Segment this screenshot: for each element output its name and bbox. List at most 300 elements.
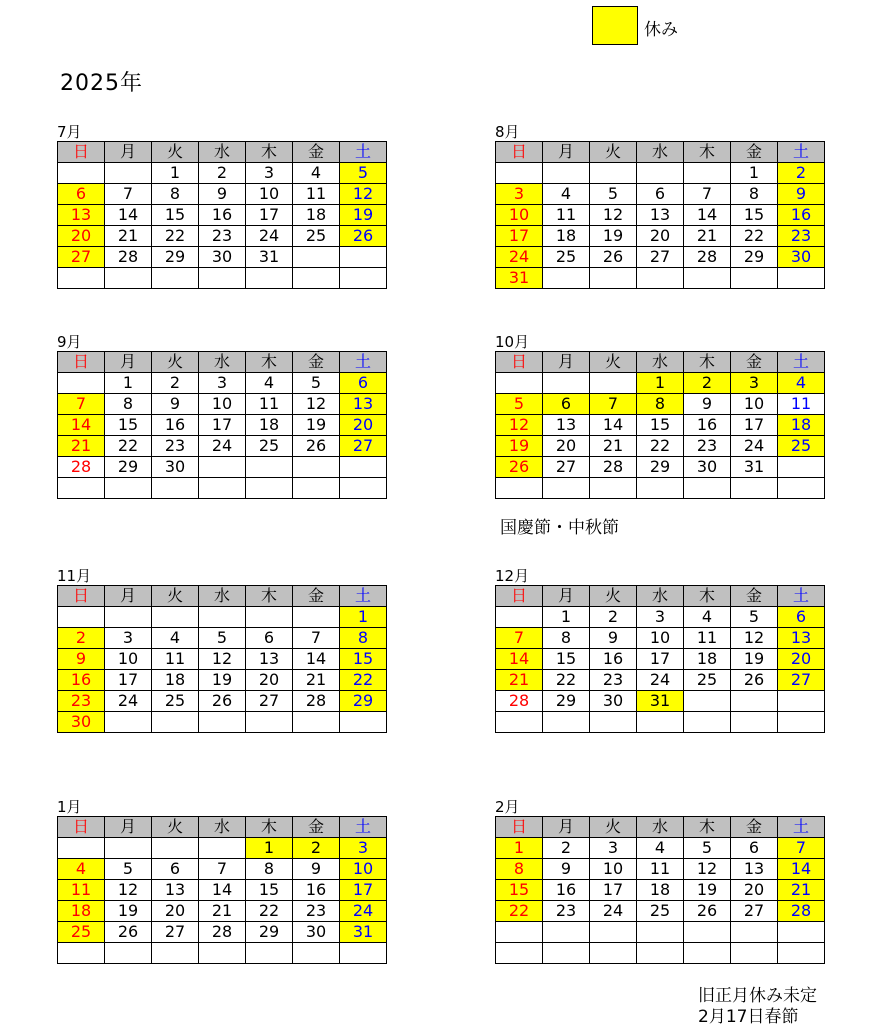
day-cell: 16 <box>543 880 590 901</box>
empty-cell <box>152 712 199 733</box>
day-cell: 6 <box>731 838 778 859</box>
day-cell: 22 <box>637 436 684 457</box>
empty-cell <box>199 457 246 478</box>
empty-cell <box>590 163 637 184</box>
weekday-header-cell: 水 <box>637 586 684 607</box>
weekday-header-cell: 日 <box>496 817 543 838</box>
day-cell: 21 <box>293 670 340 691</box>
day-cell: 3 <box>731 373 778 394</box>
empty-cell <box>105 943 152 964</box>
legend-label: 休み <box>644 20 678 40</box>
day-cell: 13 <box>637 205 684 226</box>
empty-cell <box>246 478 293 499</box>
day-cell: 19 <box>496 436 543 457</box>
week-row <box>58 922 387 943</box>
weekday-header-cell: 金 <box>731 817 778 838</box>
week-row <box>58 457 387 478</box>
day-cell: 24 <box>496 247 543 268</box>
weekday-header-cell: 火 <box>590 586 637 607</box>
empty-cell <box>778 712 825 733</box>
month-table <box>495 351 825 499</box>
week-row <box>58 394 387 415</box>
day-cell: 11 <box>152 649 199 670</box>
day-cell: 10 <box>246 184 293 205</box>
day-cell: 17 <box>731 415 778 436</box>
weekday-header-cell: 日 <box>58 817 105 838</box>
month-table <box>495 816 825 964</box>
day-cell: 18 <box>293 205 340 226</box>
week-row <box>496 922 825 943</box>
day-cell: 27 <box>246 691 293 712</box>
day-cell: 6 <box>246 628 293 649</box>
empty-cell <box>340 943 387 964</box>
weekday-header-cell: 土 <box>778 142 825 163</box>
day-cell: 15 <box>543 649 590 670</box>
week-row <box>496 457 825 478</box>
day-cell: 15 <box>496 880 543 901</box>
empty-cell <box>731 478 778 499</box>
weekday-header-cell: 火 <box>590 817 637 838</box>
day-cell: 17 <box>590 880 637 901</box>
day-cell: 24 <box>590 901 637 922</box>
day-cell: 15 <box>152 205 199 226</box>
month-calendar <box>495 124 825 289</box>
weekday-header-row <box>496 142 825 163</box>
legend-holiday-swatch <box>592 6 638 45</box>
day-cell: 17 <box>340 880 387 901</box>
day-cell: 20 <box>637 226 684 247</box>
day-cell: 4 <box>543 184 590 205</box>
day-cell: 3 <box>340 838 387 859</box>
day-cell: 9 <box>58 649 105 670</box>
day-cell: 5 <box>496 394 543 415</box>
day-cell: 4 <box>246 373 293 394</box>
weekday-header-row <box>58 586 387 607</box>
day-cell: 6 <box>152 859 199 880</box>
day-cell: 13 <box>152 880 199 901</box>
day-cell: 19 <box>199 670 246 691</box>
day-cell: 12 <box>590 205 637 226</box>
empty-cell <box>543 922 590 943</box>
day-cell: 27 <box>637 247 684 268</box>
empty-cell <box>152 268 199 289</box>
day-cell: 10 <box>340 859 387 880</box>
day-cell: 29 <box>731 247 778 268</box>
day-cell: 8 <box>731 184 778 205</box>
empty-cell <box>637 943 684 964</box>
day-cell: 23 <box>293 901 340 922</box>
day-cell: 4 <box>637 838 684 859</box>
day-cell: 4 <box>293 163 340 184</box>
empty-cell <box>731 268 778 289</box>
day-cell: 23 <box>778 226 825 247</box>
day-cell: 29 <box>105 457 152 478</box>
day-cell: 26 <box>731 670 778 691</box>
day-cell: 26 <box>590 247 637 268</box>
empty-cell <box>778 922 825 943</box>
empty-cell <box>731 922 778 943</box>
day-cell: 27 <box>58 247 105 268</box>
month-label: 10月 <box>495 333 530 351</box>
day-cell: 23 <box>684 436 731 457</box>
day-cell: 16 <box>58 670 105 691</box>
empty-cell <box>58 478 105 499</box>
weekday-header-cell: 土 <box>340 586 387 607</box>
day-cell: 9 <box>293 859 340 880</box>
day-cell: 26 <box>684 901 731 922</box>
empty-cell <box>590 712 637 733</box>
day-cell: 28 <box>199 922 246 943</box>
week-row <box>496 670 825 691</box>
week-row <box>496 415 825 436</box>
weekday-header-cell: 金 <box>731 352 778 373</box>
week-row <box>496 226 825 247</box>
day-cell: 10 <box>590 859 637 880</box>
day-cell: 9 <box>543 859 590 880</box>
empty-cell <box>684 712 731 733</box>
day-cell: 22 <box>496 901 543 922</box>
weekday-header-row <box>496 817 825 838</box>
day-cell: 10 <box>105 649 152 670</box>
day-cell: 28 <box>590 457 637 478</box>
week-row <box>496 205 825 226</box>
empty-cell <box>684 922 731 943</box>
day-cell: 11 <box>293 184 340 205</box>
day-cell: 22 <box>731 226 778 247</box>
week-row <box>58 628 387 649</box>
empty-cell <box>199 607 246 628</box>
empty-cell <box>293 247 340 268</box>
day-cell: 17 <box>637 649 684 670</box>
week-row <box>58 943 387 964</box>
empty-cell <box>684 478 731 499</box>
weekday-header-cell: 日 <box>58 142 105 163</box>
week-row <box>496 247 825 268</box>
day-cell: 10 <box>496 205 543 226</box>
empty-cell <box>199 478 246 499</box>
day-cell: 19 <box>590 226 637 247</box>
week-row <box>58 691 387 712</box>
month-table <box>495 141 825 289</box>
empty-cell <box>496 163 543 184</box>
weekday-header-cell: 水 <box>199 352 246 373</box>
empty-cell <box>105 163 152 184</box>
day-cell: 14 <box>293 649 340 670</box>
empty-cell <box>340 478 387 499</box>
day-cell: 4 <box>684 607 731 628</box>
week-row <box>496 712 825 733</box>
empty-cell <box>496 712 543 733</box>
day-cell: 28 <box>105 247 152 268</box>
day-cell: 9 <box>152 394 199 415</box>
empty-cell <box>105 478 152 499</box>
day-cell: 11 <box>543 205 590 226</box>
weekday-header-cell: 木 <box>684 142 731 163</box>
empty-cell <box>293 712 340 733</box>
day-cell: 31 <box>637 691 684 712</box>
weekday-header-row <box>496 586 825 607</box>
month-calendar <box>495 568 825 733</box>
empty-cell <box>684 943 731 964</box>
empty-cell <box>684 163 731 184</box>
day-cell: 1 <box>246 838 293 859</box>
week-row <box>58 373 387 394</box>
week-row <box>496 649 825 670</box>
week-row <box>58 649 387 670</box>
month-label: 1月 <box>57 798 82 816</box>
empty-cell <box>496 607 543 628</box>
day-cell: 31 <box>246 247 293 268</box>
day-cell: 20 <box>246 670 293 691</box>
week-row <box>58 670 387 691</box>
weekday-header-cell: 日 <box>496 142 543 163</box>
week-row <box>496 859 825 880</box>
empty-cell <box>778 268 825 289</box>
day-cell: 20 <box>340 415 387 436</box>
weekday-header-row <box>58 352 387 373</box>
empty-cell <box>543 163 590 184</box>
day-cell: 9 <box>684 394 731 415</box>
day-cell: 6 <box>543 394 590 415</box>
weekday-header-cell: 火 <box>590 142 637 163</box>
empty-cell <box>58 943 105 964</box>
day-cell: 1 <box>340 607 387 628</box>
month-label: 2月 <box>495 798 520 816</box>
day-cell: 3 <box>199 373 246 394</box>
february-note-line1: 旧正月休み未定 <box>698 986 817 1006</box>
day-cell: 1 <box>543 607 590 628</box>
day-cell: 21 <box>199 901 246 922</box>
week-row <box>58 415 387 436</box>
day-cell: 18 <box>778 415 825 436</box>
day-cell: 10 <box>199 394 246 415</box>
day-cell: 11 <box>684 628 731 649</box>
empty-cell <box>105 838 152 859</box>
empty-cell <box>778 478 825 499</box>
weekday-header-row <box>496 352 825 373</box>
month-calendar <box>57 799 387 964</box>
weekday-header-cell: 水 <box>637 817 684 838</box>
week-row <box>496 901 825 922</box>
day-cell: 2 <box>152 373 199 394</box>
day-cell: 19 <box>731 649 778 670</box>
month-calendar <box>495 334 825 499</box>
empty-cell <box>496 922 543 943</box>
day-cell: 27 <box>152 922 199 943</box>
week-row <box>58 712 387 733</box>
empty-cell <box>340 247 387 268</box>
day-cell: 12 <box>293 394 340 415</box>
day-cell: 2 <box>778 163 825 184</box>
day-cell: 26 <box>340 226 387 247</box>
day-cell: 2 <box>293 838 340 859</box>
day-cell: 14 <box>590 415 637 436</box>
day-cell: 24 <box>246 226 293 247</box>
day-cell: 25 <box>246 436 293 457</box>
day-cell: 14 <box>496 649 543 670</box>
day-cell: 16 <box>199 205 246 226</box>
weekday-header-cell: 日 <box>496 586 543 607</box>
day-cell: 26 <box>105 922 152 943</box>
day-cell: 19 <box>105 901 152 922</box>
day-cell: 28 <box>496 691 543 712</box>
day-cell: 5 <box>199 628 246 649</box>
day-cell: 20 <box>543 436 590 457</box>
day-cell: 5 <box>684 838 731 859</box>
empty-cell <box>637 922 684 943</box>
empty-cell <box>199 268 246 289</box>
day-cell: 11 <box>778 394 825 415</box>
empty-cell <box>543 268 590 289</box>
day-cell: 12 <box>105 880 152 901</box>
day-cell: 13 <box>340 394 387 415</box>
day-cell: 3 <box>637 607 684 628</box>
day-cell: 17 <box>246 205 293 226</box>
day-cell: 30 <box>778 247 825 268</box>
empty-cell <box>246 712 293 733</box>
empty-cell <box>58 607 105 628</box>
empty-cell <box>199 943 246 964</box>
week-row <box>496 184 825 205</box>
day-cell: 25 <box>152 691 199 712</box>
month-calendar <box>57 568 387 733</box>
day-cell: 16 <box>293 880 340 901</box>
day-cell: 8 <box>152 184 199 205</box>
weekday-header-cell: 火 <box>152 352 199 373</box>
day-cell: 25 <box>778 436 825 457</box>
day-cell: 23 <box>58 691 105 712</box>
day-cell: 7 <box>496 628 543 649</box>
empty-cell <box>684 268 731 289</box>
empty-cell <box>340 457 387 478</box>
day-cell: 24 <box>637 670 684 691</box>
day-cell: 7 <box>778 838 825 859</box>
empty-cell <box>778 457 825 478</box>
empty-cell <box>152 943 199 964</box>
day-cell: 22 <box>152 226 199 247</box>
day-cell: 22 <box>246 901 293 922</box>
empty-cell <box>152 607 199 628</box>
month-label: 12月 <box>495 567 530 585</box>
day-cell: 21 <box>590 436 637 457</box>
weekday-header-cell: 日 <box>496 352 543 373</box>
day-cell: 15 <box>105 415 152 436</box>
weekday-header-cell: 月 <box>105 352 152 373</box>
weekday-header-cell: 金 <box>293 352 340 373</box>
year-title: 2025年 <box>60 71 143 96</box>
day-cell: 17 <box>105 670 152 691</box>
day-cell: 14 <box>58 415 105 436</box>
week-row <box>58 163 387 184</box>
month-table <box>495 585 825 733</box>
empty-cell <box>637 712 684 733</box>
day-cell: 13 <box>246 649 293 670</box>
day-cell: 23 <box>152 436 199 457</box>
empty-cell <box>246 607 293 628</box>
day-cell: 16 <box>590 649 637 670</box>
week-row <box>58 268 387 289</box>
weekday-header-cell: 金 <box>293 817 340 838</box>
week-row <box>58 205 387 226</box>
empty-cell <box>543 943 590 964</box>
month-label: 8月 <box>495 123 520 141</box>
empty-cell <box>543 712 590 733</box>
day-cell: 25 <box>58 922 105 943</box>
weekday-header-cell: 月 <box>543 352 590 373</box>
weekday-header-cell: 月 <box>543 817 590 838</box>
day-cell: 18 <box>246 415 293 436</box>
day-cell: 13 <box>543 415 590 436</box>
empty-cell <box>543 478 590 499</box>
day-cell: 29 <box>246 922 293 943</box>
day-cell: 2 <box>58 628 105 649</box>
weekday-header-cell: 月 <box>105 817 152 838</box>
weekday-header-cell: 月 <box>105 586 152 607</box>
weekday-header-cell: 木 <box>684 817 731 838</box>
day-cell: 29 <box>152 247 199 268</box>
empty-cell <box>778 943 825 964</box>
week-row <box>496 880 825 901</box>
week-row <box>58 436 387 457</box>
day-cell: 28 <box>684 247 731 268</box>
day-cell: 21 <box>778 880 825 901</box>
day-cell: 14 <box>199 880 246 901</box>
day-cell: 2 <box>590 607 637 628</box>
empty-cell <box>590 268 637 289</box>
day-cell: 8 <box>105 394 152 415</box>
day-cell: 31 <box>496 268 543 289</box>
day-cell: 22 <box>340 670 387 691</box>
october-note: 国慶節・中秋節 <box>500 518 619 538</box>
day-cell: 21 <box>105 226 152 247</box>
empty-cell <box>684 691 731 712</box>
weekday-header-cell: 日 <box>58 586 105 607</box>
day-cell: 24 <box>105 691 152 712</box>
month-calendar <box>57 334 387 499</box>
day-cell: 10 <box>731 394 778 415</box>
empty-cell <box>340 712 387 733</box>
empty-cell <box>246 457 293 478</box>
month-table <box>57 585 387 733</box>
day-cell: 18 <box>684 649 731 670</box>
month-calendar <box>495 799 825 964</box>
day-cell: 30 <box>293 922 340 943</box>
empty-cell <box>105 712 152 733</box>
empty-cell <box>152 838 199 859</box>
day-cell: 30 <box>684 457 731 478</box>
empty-cell <box>778 691 825 712</box>
day-cell: 8 <box>340 628 387 649</box>
day-cell: 13 <box>58 205 105 226</box>
weekday-header-cell: 金 <box>293 586 340 607</box>
week-row <box>496 268 825 289</box>
day-cell: 3 <box>105 628 152 649</box>
day-cell: 30 <box>199 247 246 268</box>
day-cell: 25 <box>293 226 340 247</box>
day-cell: 12 <box>731 628 778 649</box>
month-label: 9月 <box>57 333 82 351</box>
day-cell: 1 <box>105 373 152 394</box>
day-cell: 11 <box>58 880 105 901</box>
empty-cell <box>246 943 293 964</box>
day-cell: 4 <box>778 373 825 394</box>
empty-cell <box>496 478 543 499</box>
day-cell: 24 <box>199 436 246 457</box>
empty-cell <box>293 478 340 499</box>
day-cell: 8 <box>246 859 293 880</box>
week-row <box>496 478 825 499</box>
day-cell: 12 <box>684 859 731 880</box>
